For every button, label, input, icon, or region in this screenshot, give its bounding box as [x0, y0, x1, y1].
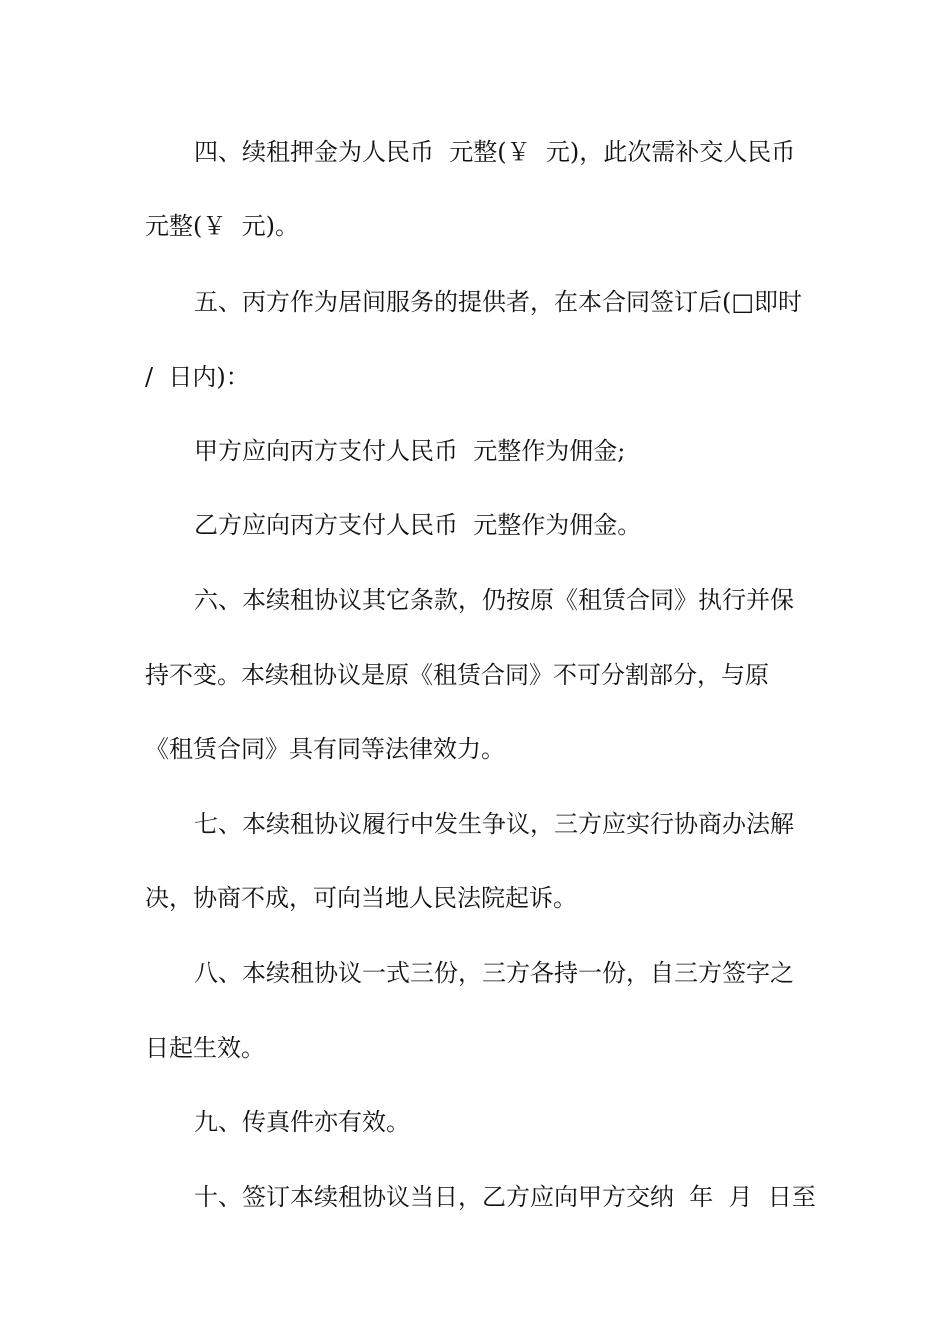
clause-7-line-1: 七、本续租协议履行中发生争议，三方应实行协商办法解: [194, 810, 794, 838]
clause-8-line-1: 八、本续租协议一式三份，三方各持一份，自三方签字之: [194, 959, 794, 987]
clause-5-party-b-line: 乙方应向丙方支付人民币 元整作为佣金。: [194, 511, 642, 539]
clause-9-line: 九、传真件亦有效。: [194, 1108, 410, 1136]
clause-5-party-a-line: 甲方应向丙方支付人民币 元整作为佣金;: [194, 437, 626, 465]
clause-7-line-2: 决，协商不成，可向当地人民法院起诉。: [145, 884, 577, 912]
clause-8-line-2: 日起生效。: [145, 1034, 265, 1062]
clause-4-line-2: 元整(￥ 元)。: [145, 212, 299, 240]
clause-10-line-1: 十、签订本续租协议当日，乙方应向甲方交纳 年 月 日至: [194, 1183, 816, 1211]
clause-5-line-2: / 日内)：: [145, 363, 250, 391]
clause-4-line-1: 四、续租押金为人民币 元整(￥ 元)，此次需补交人民币: [194, 138, 796, 166]
clause-6-line-2: 持不变。本续租协议是原《租赁合同》不可分割部分，与原: [145, 661, 769, 689]
clause-5-line-1: 五、丙方作为居间服务的提供者，在本合同签订后(□即时: [194, 288, 803, 316]
clause-6-line-1: 六、本续租协议其它条款，仍按原《租赁合同》执行并保: [194, 586, 794, 614]
clause-6-line-3: 《租赁合同》具有同等法律效力。: [145, 735, 505, 763]
